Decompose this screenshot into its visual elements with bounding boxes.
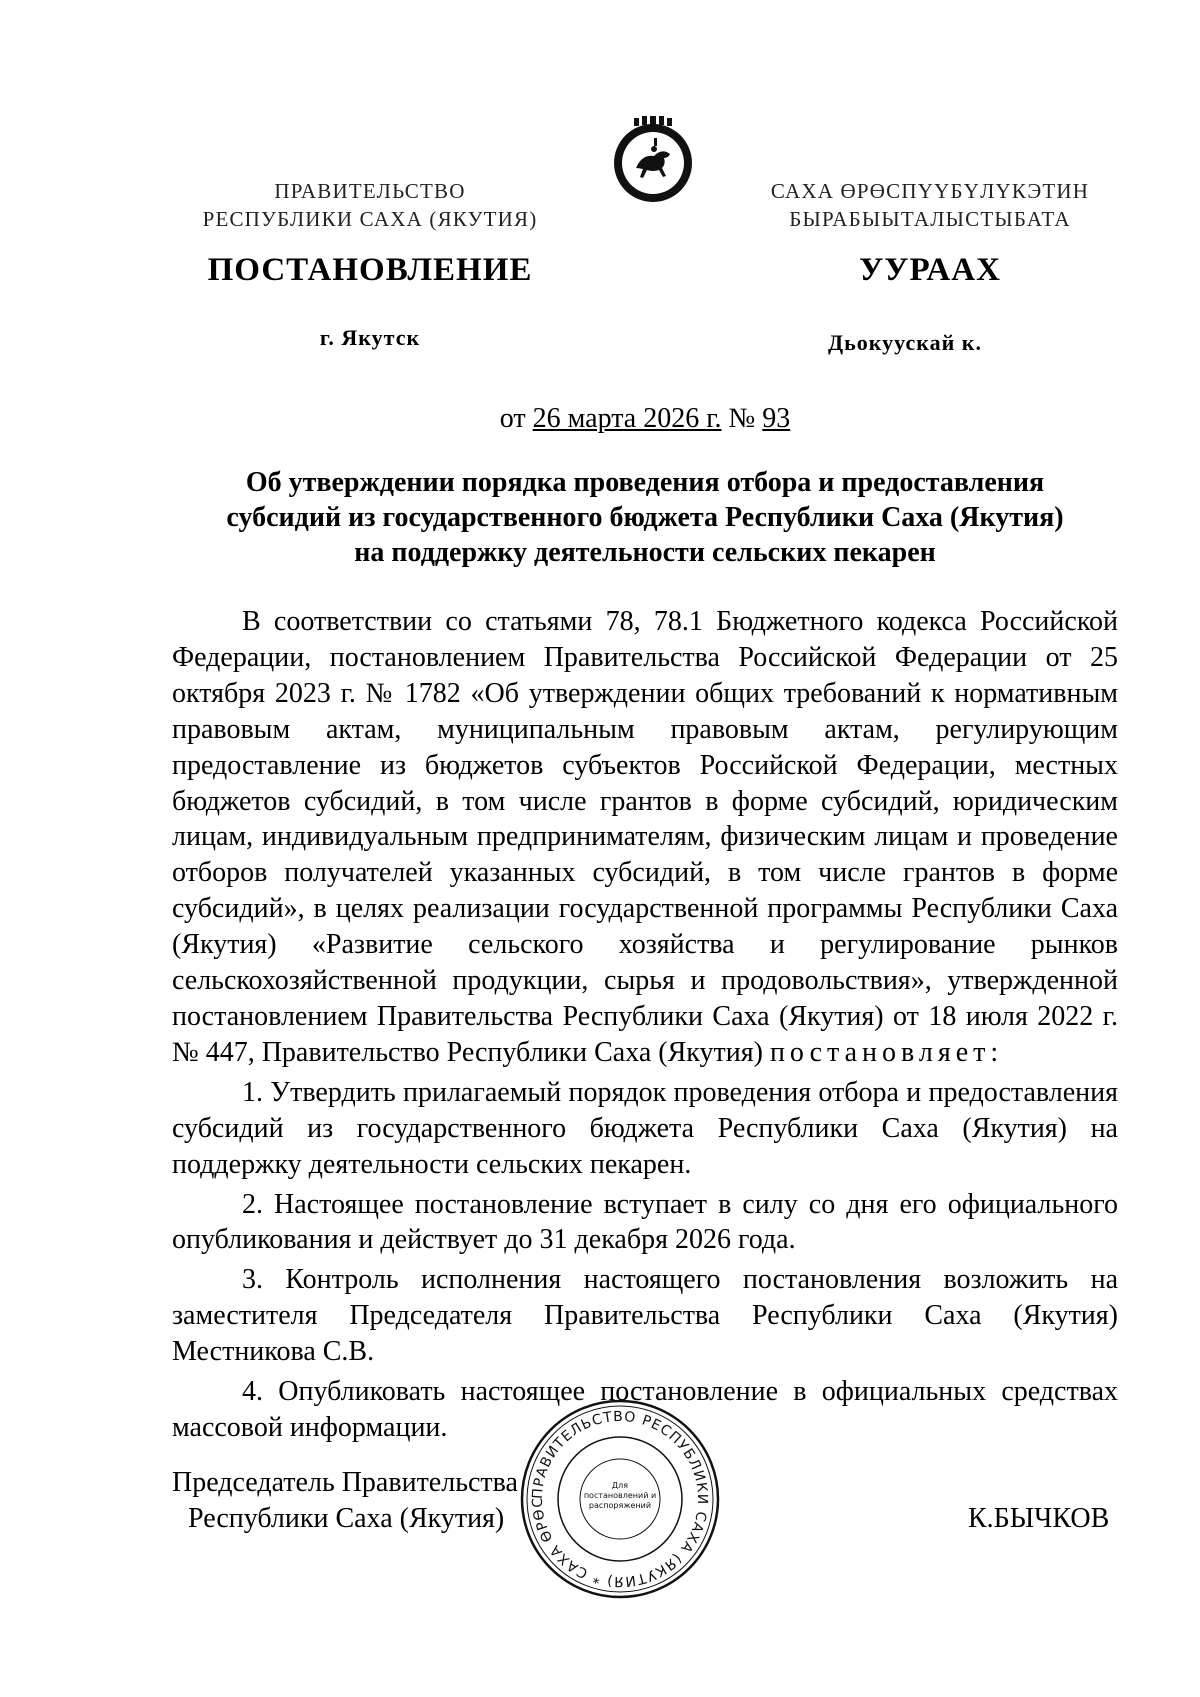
signature-position <box>172 1465 518 1537</box>
header-left <box>150 177 590 233</box>
header-right-line1: САХА ӨРӨСПҮҮБҮЛҮКЭТИН <box>770 179 1090 203</box>
title-line-3: на поддержку деятельности сельских пекарен <box>354 537 936 568</box>
date-prefix: от <box>499 403 526 434</box>
item-1: 1. Утвердить прилагаемый порядок проведения отбора и предоставления субсидий из государственного бюджета Республики Саха (Якутия) на поддержку деятельности сельских пекарен. <box>172 1076 1118 1180</box>
decree-word: постановляет: <box>769 1036 1004 1068</box>
header-right-line2: БЫРАБЫЫТАЛЫСТЫБАТА <box>789 207 1071 231</box>
signatory-name: К.БЫЧКОВ <box>968 1503 1110 1534</box>
document-body <box>172 604 1118 1446</box>
decree-number: 93 <box>762 403 791 434</box>
preamble-paragraph <box>172 604 1118 1071</box>
item-3: 3. Контроль исполнения настоящего постановления возложить на заместителя Председателя Правительства Республики Саха (Якутия) Местникова С.В. <box>172 1264 1118 1368</box>
item-4: 4. Опубликовать настоящее постановление в официальных средствах массовой информации. <box>172 1376 1118 1443</box>
title-line-2: субсидий из государственного бюджета Республики Саха (Якутия) <box>226 502 1064 533</box>
item-2: 2. Настоящее постановление вступает в силу со дня его официального опубликования и действует до 31 декабря 2026 года. <box>172 1188 1118 1256</box>
right-city: Дьокуускай к. <box>828 330 982 355</box>
left-city: г. Якутск <box>319 325 421 350</box>
stamp-ring-text: ПРАВИТЕЛЬСТВО РЕСПУБЛИКИ САХА (ЯКУТИЯ) * САХА ӨРӨС <box>529 1408 711 1590</box>
date-value: 26 марта 2026 г. <box>532 403 722 434</box>
emblem <box>610 116 696 206</box>
right-title: УУРААХ <box>859 252 1001 288</box>
official-stamp <box>518 1397 722 1601</box>
signature-line-1: Председатель Правительства <box>172 1467 518 1498</box>
title-line-1: Об утверждении порядка проведения отбора и предоставления <box>245 467 1045 498</box>
left-title: ПОСТАНОВЛЕНИЕ <box>207 252 533 288</box>
number-sign: № <box>728 403 756 434</box>
stamp-inner-text: Для постановлений и распоряжений <box>583 1481 657 1510</box>
signature-line-2: Республики Саха (Якутия) <box>188 1503 505 1534</box>
document-title <box>150 465 1140 570</box>
preamble-text: В соответствии со статьями 78, 78.1 Бюджетного кодекса Российской Федерации, постановлением Правительства Российской Федерации от 25 октября 2023 г. № 1782 «Об утверждении общих требований к нормативным правовым актам, муниципальным правовым актам, регулирующим предоставление из бюджетов субъектов Российской Федерации, местных бюджетов субсидий, в том числе грантов в форме субсидий, юридическим лицам, индивидуальным предпринимателям, физическим лицам и проведение отборов получателей указанных субсидий, в том числе грантов в форме субсидий», в целях реализации государственной программы Республики Саха (Якутия) «Развитие сельского хозяйства и регулирование рынков сельскохозяйственной продукции, сырья и продовольствия», утвержденной постановлением Правительства Республики Саха (Якутия) от 18 июля 2022 г. № 447, Правительство Республики Саха (Якутия) <box>172 606 1118 1068</box>
header-left-line1: ПРАВИТЕЛЬСТВО <box>274 179 466 203</box>
date-line <box>150 403 1140 435</box>
header-right <box>720 177 1140 233</box>
header-left-line2: РЕСПУБЛИКИ САХА (ЯКУТИЯ) <box>202 207 538 231</box>
